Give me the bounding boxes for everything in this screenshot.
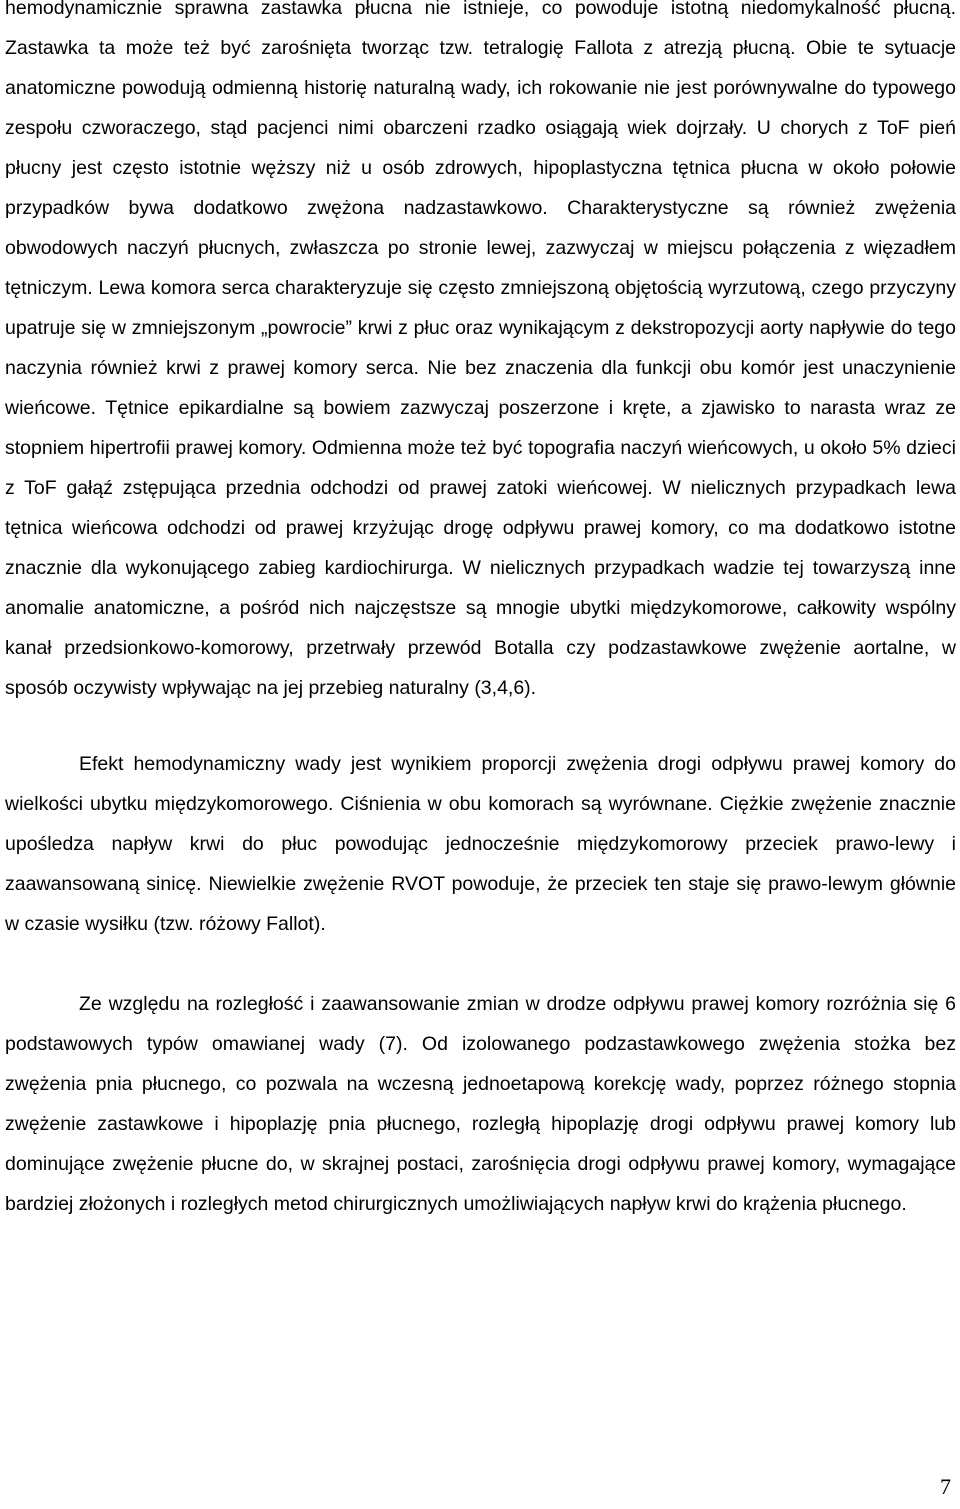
document-page [5,0,956,1224]
page-number: 7 [940,1474,951,1499]
paragraph-anatomy-continuation: hemodynamicznie sprawna zastawka płucna nie istnieje, co powoduje istotną niedomykalność płucną. Zastawka ta może też być zarośnięta tworząc tzw. tetralogię Fallota z atrezją płucną. Obie te sytuacje anatomiczne powodują odmienną historię naturalną wady, ich rokowanie nie jest porównywalne do typowego zespołu czworaczego, stąd pacjenci nimi obarczeni rzadko osiągają wiek dojrzały. U chorych z ToF pień płucny jest często istotnie węższy niż u osób zdrowych, hipoplastyczna tętnica płucna w około połowie przypadków bywa dodatkowo zwężona nadzastawkowo. Charakterystyczne są również zwężenia obwodowych naczyń płucnych, zwłaszcza po stronie lewej, zazwyczaj w miejscu połączenia z więzadłem tętniczym. Lewa komora serca charakteryzuje się często zmniejszoną objętością wyrzutową, czego przyczyny upatruje się w zmniejszonym „powrocie” krwi z płuc oraz wynikającym z dekstropozycji aorty napływie do tego naczynia również krwi z prawej komory serca. Nie bez znaczenia dla funkcji obu komór jest unaczynienie wieńcowe. Tętnice epikardialne są bowiem zazwyczaj poszerzone i kręte, a zjawisko to narasta wraz ze stopniem hipertrofii prawej komory. Odmienna może też być topografia naczyń wieńcowych, u około 5% dzieci z ToF gałąź zstępująca przednia odchodzi od prawej zatoki wieńcowej. W nielicznych przypadkach lewa tętnica wieńcowa odchodzi od prawej krzyżując drogę odpływu prawej komory, co ma dodatkowo istotne znacznie dla wykonującego zabieg kardiochirurga. W nielicznych przypadkach wadzie tej towarzyszą inne anomalie anatomiczne, a pośród nich najczęstsze są mnogie ubytki międzykomorowe, całkowity wspólny kanał przedsionkowo-komorowy, przetrwały przewód Botalla czy podzastawkowe zwężenie aortalne, w sposób oczywisty wpływając na jej przebieg naturalny (3,4,6). [5,0,956,699]
paragraph-hemodynamics: Efekt hemodynamiczny wady jest wynikiem proporcji zwężenia drogi odpływu prawej komory do wielkości ubytku międzykomorowego. Ciśnienia w obu komorach są wyrównane. Ciężkie zwężenie znacznie upośledza napływ krwi do płuc powodując jednocześnie międzykomorowy przeciek prawo-lewy i zaawansowaną sinicę. Niewielkie zwężenie RVOT powoduje, że przeciek ten staje się prawo-lewym głównie w czasie wysiłku (tzw. różowy Fallot). [5,753,956,935]
paragraph-types: Ze względu na rozległość i zaawansowanie zmian w drodze odpływu prawej komory rozróżnia się 6 podstawowych typów omawianej wady (7). Od izolowanego podzastawkowego zwężenia stożka bez zwężenia pnia płucnego, co pozwala na wczesną jednoetapową korekcję wady, poprzez różnego stopnia zwężenie zastawkowe i hipoplazję pnia płucnego, rozległą hipoplazję drogi odpływu prawej komory lub dominujące zwężenie płucne do, w skrajnej postaci, zarośnięcia drogi odpływu prawej komory, wymagające bardziej złożonych i rozległych metod chirurgicznych umożliwiających napływ krwi do krążenia płucnego. [5,993,956,1215]
